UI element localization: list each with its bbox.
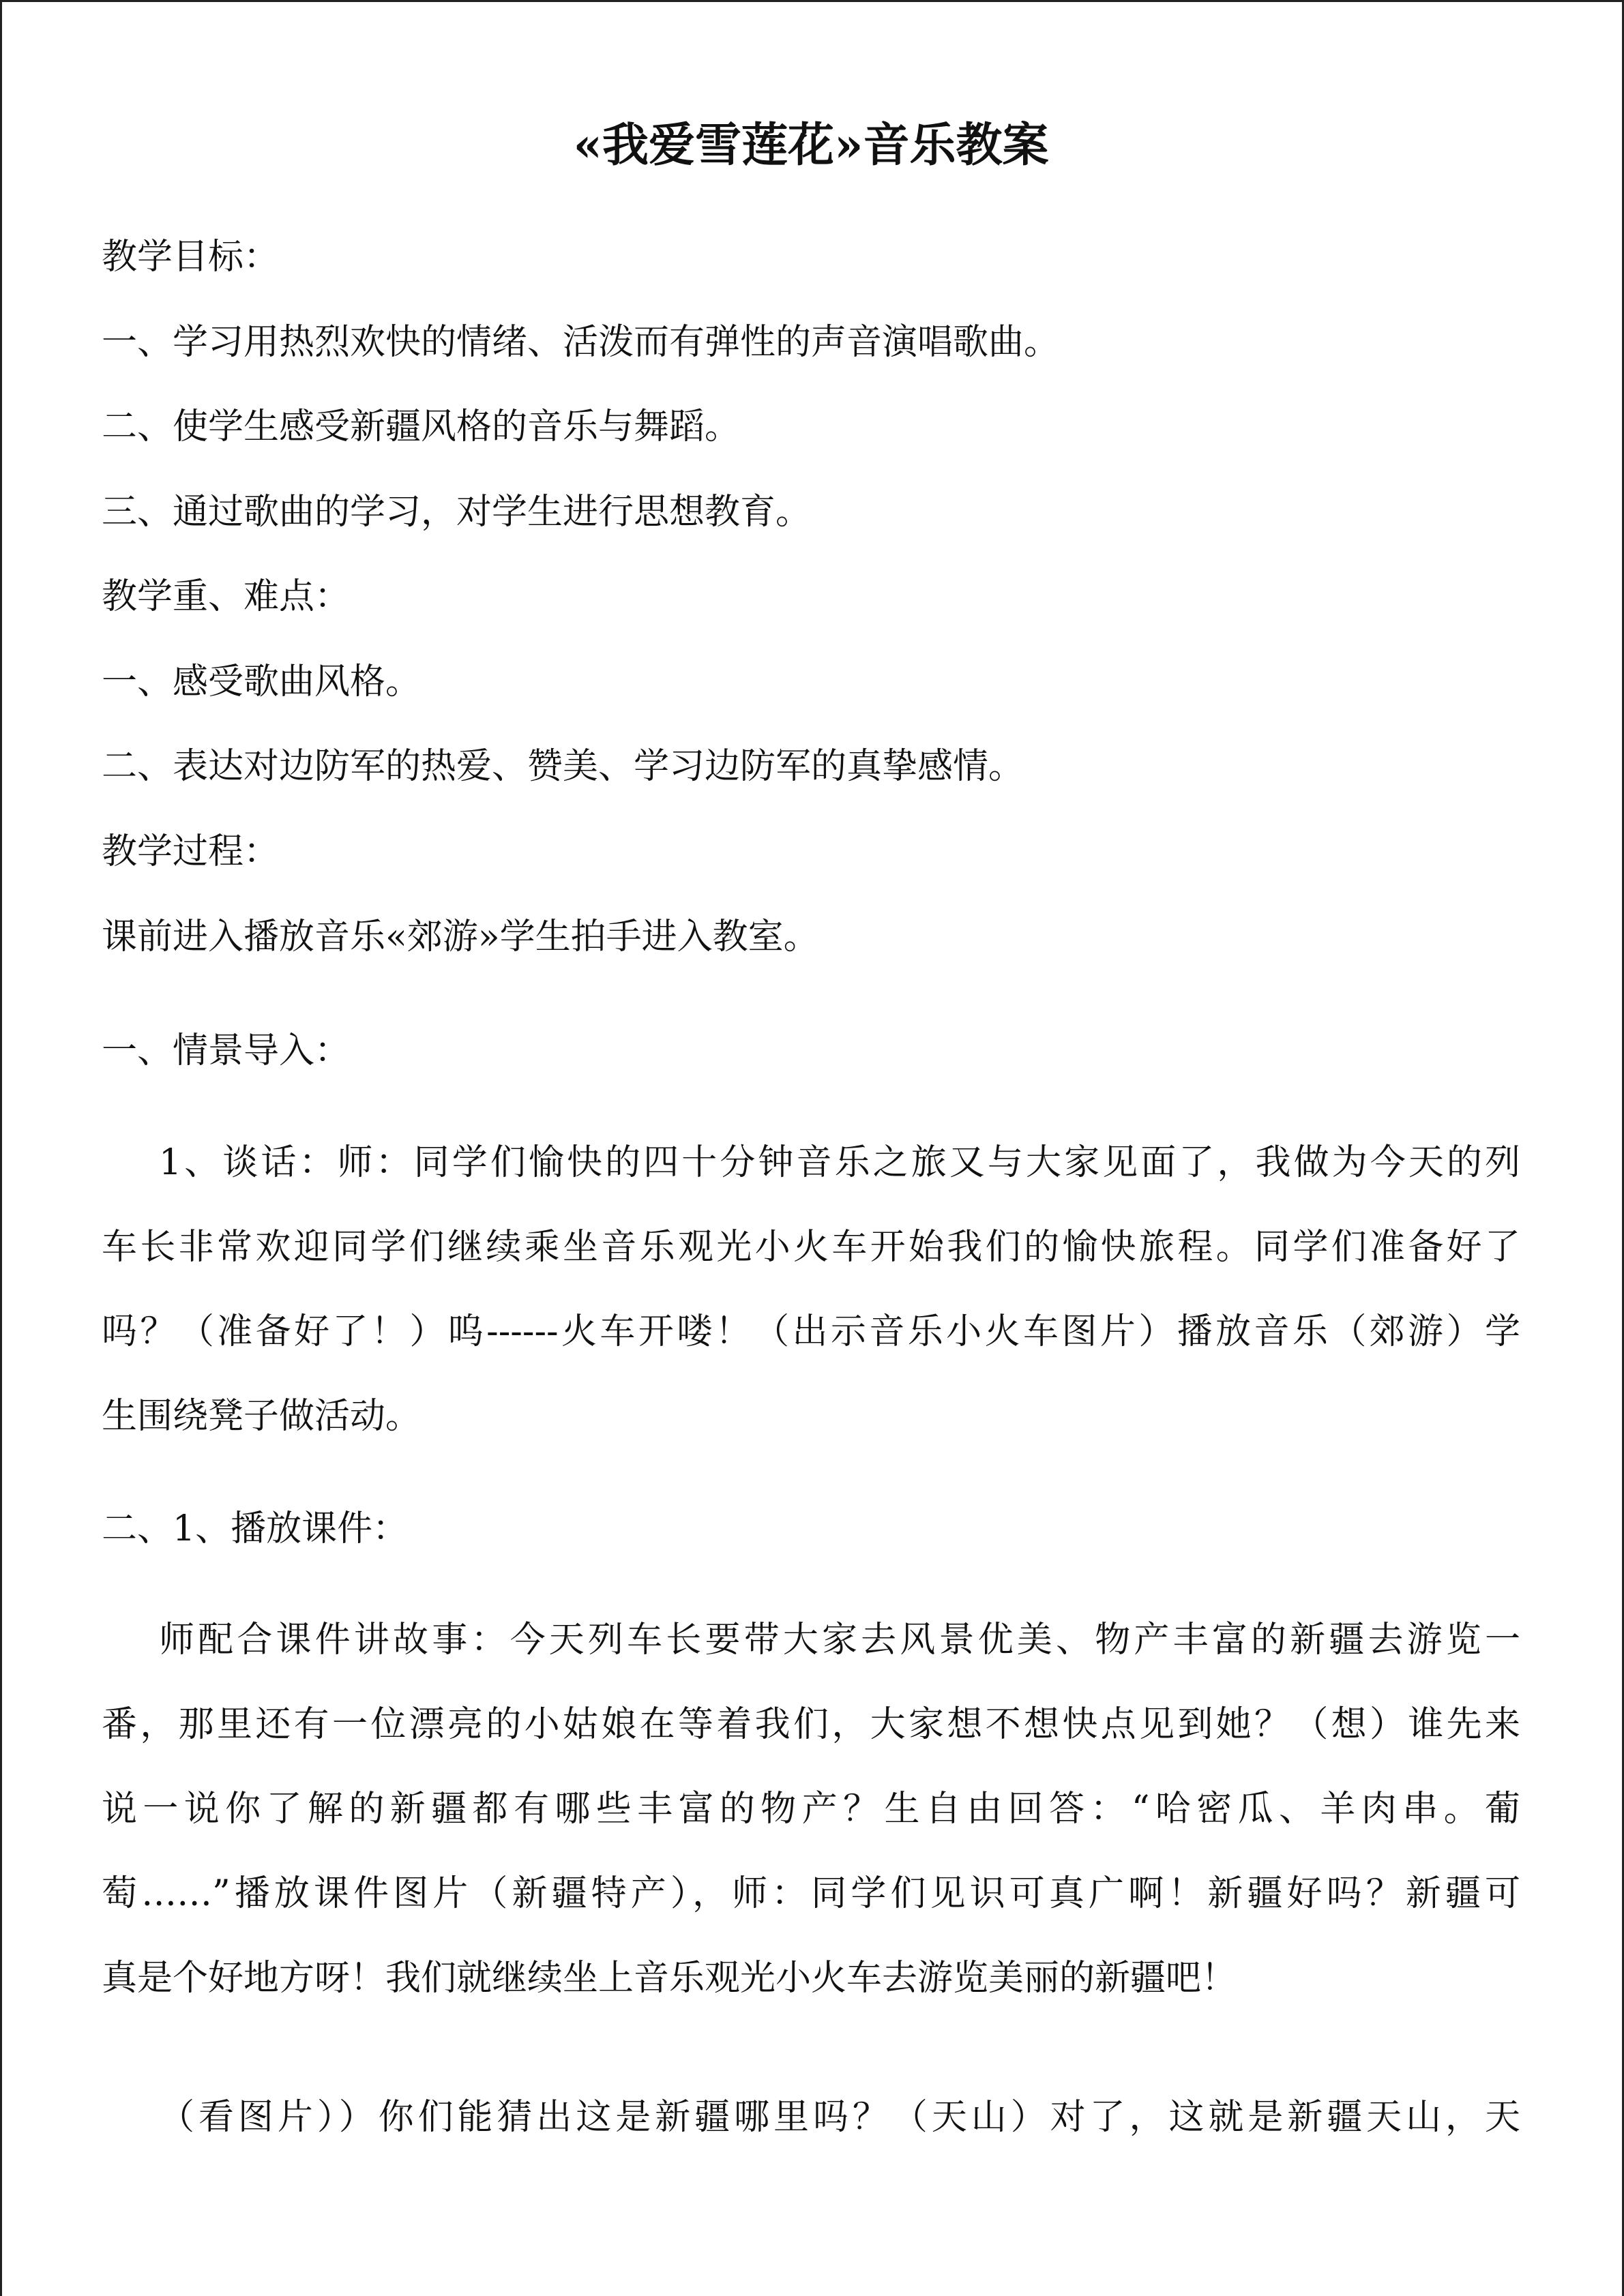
paragraph-line: 真是个好地方呀！我们就继续坐上音乐观光小火车去游览美丽的新疆吧！ [102, 1958, 1237, 1999]
paragraph-line: 车长非常欢迎同学们继续乘坐音乐观光小火车开始我们的愉快旅程。同学们准备好了 [102, 1227, 1520, 1268]
section-3-paragraph [102, 2075, 1520, 2160]
section-1-heading: 一、情景导入： [102, 1030, 351, 1071]
process-heading: 教学过程： [102, 831, 280, 872]
paragraph-line: 番，那里还有一位漂亮的小姑娘在等着我们，大家想不想快点见到她？（想）谁先来 [102, 1704, 1520, 1745]
key-points-heading: 教学重、难点： [102, 576, 351, 617]
paragraph-line: 师配合课件讲故事：今天列车长要带大家去风景优美、物产丰富的新疆去游览一 [159, 1620, 1520, 1660]
section-1-paragraph [102, 1120, 1520, 1459]
paragraph-line: （看图片））你们能猜出这是新疆哪里吗？（天山）对了，这就是新疆天山，天 [159, 2097, 1520, 2138]
goal-item-2: 二、使学生感受新疆风格的音乐与舞蹈。 [102, 406, 741, 447]
paragraph-line: 萄……”播放课件图片（新疆特产），师：同学们见识可真广啊！新疆好吗？新疆可 [102, 1873, 1520, 1914]
document-title: «我爱雪莲花»音乐教案 [573, 118, 1049, 173]
paragraph-line: 吗？（准备好了！）呜------火车开喽！（出示音乐小火车图片）播放音乐（郊游）学 [102, 1311, 1520, 1352]
goal-item-3: 三、通过歌曲的学习，对学生进行思想教育。 [102, 492, 812, 533]
key-point-2: 二、表达对边防军的热爱、赞美、学习边防军的真挚感情。 [102, 746, 1024, 787]
section-2-paragraph [102, 1598, 1520, 2021]
paragraph-line: 说一说你了解的新疆都有哪些丰富的物产？生自由回答：“哈密瓜、羊肉串。葡 [102, 1789, 1520, 1830]
pre-class-line: 课前进入播放音乐«郊游»学生拍手进入教室。 [102, 916, 819, 957]
teaching-goals-heading: 教学目标： [102, 237, 280, 278]
paragraph-line: 1、谈话：师：同学们愉快的四十分钟音乐之旅又与大家见面了，我做为今天的列 [159, 1142, 1520, 1183]
section-2-heading: 二、1、播放课件： [102, 1508, 409, 1549]
goal-item-1: 一、学习用热烈欢快的情绪、活泼而有弹性的声音演唱歌曲。 [102, 322, 1060, 363]
paragraph-line: 生围绕凳子做活动。 [102, 1396, 422, 1437]
key-point-1: 一、感受歌曲风格。 [102, 661, 422, 702]
